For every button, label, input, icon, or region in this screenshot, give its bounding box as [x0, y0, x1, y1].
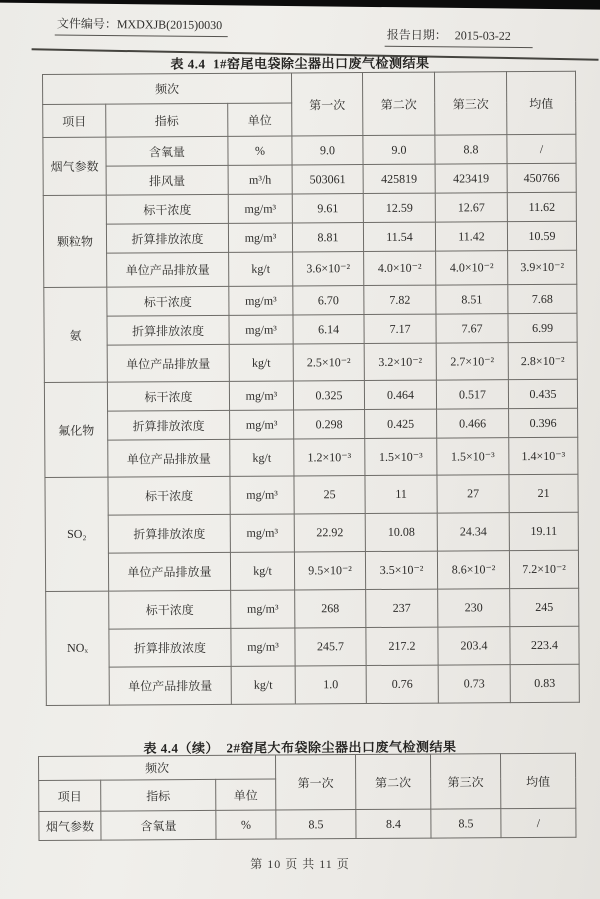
doc-number-field	[55, 15, 229, 38]
mean-cell: 7.68	[508, 284, 577, 313]
item-cell: 烟气参数	[43, 137, 106, 195]
value-cell: 11.42	[435, 222, 507, 251]
mean-cell: /	[501, 808, 576, 837]
report-date-label: 报告日期：	[386, 27, 447, 43]
value-cell: 12.67	[435, 193, 507, 222]
mean-cell: 450766	[507, 163, 576, 192]
mean-cell: 10.59	[507, 221, 576, 250]
table-row	[44, 342, 577, 382]
value-cell: 9.5×10⁻²	[294, 552, 365, 590]
mean-cell: 11.62	[507, 192, 576, 221]
table-row	[44, 313, 577, 345]
value-cell: 2.5×10⁻²	[293, 344, 364, 381]
unit-cell: kg/t	[231, 666, 295, 704]
value-cell: 2.7×10⁻²	[436, 343, 508, 380]
value-cell: 4.0×10⁻²	[436, 251, 508, 285]
indicator-cell: 单位产品排放量	[107, 344, 229, 382]
unit-cell: mg/m³	[228, 223, 292, 252]
table-row	[45, 550, 578, 591]
value-cell: 425819	[363, 164, 435, 193]
value-cell: 9.0	[292, 136, 363, 165]
item-cell: 烟气参数	[39, 811, 101, 840]
table-row	[43, 134, 576, 166]
unit-cell: kg/t	[230, 552, 294, 590]
unit-cell: kg/t	[230, 439, 294, 476]
value-cell: 503061	[292, 165, 363, 194]
table-row	[44, 284, 577, 316]
value-cell: 24.34	[437, 513, 509, 551]
indicator-cell: 折算排放浓度	[108, 514, 230, 553]
results-table-2	[38, 753, 577, 841]
unit-cell: mg/m³	[229, 286, 293, 315]
value-cell: 8.6×10⁻²	[437, 551, 509, 589]
indicator-cell: 标干浓度	[107, 381, 229, 411]
indicator-cell: 单位产品排放量	[108, 439, 230, 477]
value-cell: 3.2×10⁻²	[364, 343, 436, 380]
table-row	[46, 588, 579, 629]
value-cell: 217.2	[366, 627, 438, 665]
table-row	[39, 808, 576, 840]
table-row	[43, 221, 576, 253]
value-cell: 268	[295, 590, 366, 628]
header-first: 第一次	[291, 73, 362, 136]
unit-cell: mg/m³	[229, 381, 293, 410]
value-cell: 12.59	[363, 193, 435, 222]
value-cell: 8.81	[292, 223, 363, 252]
indicator-cell: 标干浓度	[107, 286, 229, 316]
indicator-cell: 排风量	[106, 165, 228, 195]
unit-cell: kg/t	[229, 252, 293, 286]
value-cell: 4.0×10⁻²	[364, 251, 436, 285]
value-cell: 1.5×10⁻³	[365, 438, 437, 475]
item-cell: 氟化物	[44, 382, 108, 477]
table-row	[45, 408, 578, 440]
value-cell: 230	[438, 589, 510, 627]
value-cell: 8.4	[356, 809, 431, 838]
header-second: 第二次	[362, 72, 434, 135]
header-indicator: 指标	[101, 779, 216, 811]
mean-cell: 223.4	[510, 626, 579, 664]
value-cell: 0.466	[437, 409, 509, 438]
indicator-cell: 折算排放浓度	[109, 628, 231, 667]
table-row	[43, 71, 576, 104]
report-date-field	[385, 26, 533, 48]
unit-cell: mg/m³	[231, 590, 295, 628]
value-cell: 245.7	[295, 628, 366, 666]
header-unit: 单位	[216, 779, 276, 810]
table-row	[44, 250, 577, 287]
value-cell: 7.82	[364, 285, 436, 314]
unit-cell: kg/t	[229, 344, 293, 381]
value-cell: 25	[294, 476, 365, 514]
table-row	[45, 437, 578, 477]
table-row	[45, 474, 578, 515]
indicator-cell: 单位产品排放量	[107, 252, 229, 287]
item-cell: 颗粒物	[43, 195, 107, 287]
mean-cell: 0.396	[509, 408, 578, 437]
indicator-cell: 单位产品排放量	[109, 666, 231, 705]
indicator-cell: 折算排放浓度	[106, 223, 228, 253]
mean-cell: 2.8×10⁻²	[508, 342, 577, 379]
mean-cell: 1.4×10⁻³	[509, 437, 578, 474]
item-cell: NOₓ	[46, 591, 110, 705]
indicator-cell: 标干浓度	[109, 590, 231, 629]
value-cell: 0.425	[365, 409, 437, 438]
mean-cell: /	[507, 134, 576, 163]
report-date-value: 2015-03-22	[454, 28, 511, 43]
indicator-cell: 标干浓度	[106, 194, 228, 224]
results-table-1	[42, 71, 580, 706]
doc-number-label: 文件编号：	[56, 16, 117, 32]
table-row	[43, 163, 576, 195]
unit-cell: mg/m³	[230, 410, 294, 439]
value-cell: 0.76	[366, 665, 438, 703]
item-cell: 氨	[44, 287, 108, 382]
value-cell: 27	[437, 475, 509, 513]
header-mean: 均值	[500, 753, 575, 808]
value-cell: 8.5	[431, 809, 501, 838]
value-cell: 0.298	[294, 410, 365, 439]
mean-cell: 6.99	[508, 313, 577, 342]
unit-cell: mg/m³	[231, 628, 295, 666]
mean-cell: 19.11	[509, 512, 578, 550]
mean-cell: 0.435	[508, 379, 577, 408]
mean-cell: 7.2×10⁻²	[509, 550, 578, 588]
value-cell: 0.464	[364, 380, 436, 409]
indicator-cell: 折算排放浓度	[108, 410, 230, 440]
indicator-cell: 含氧量	[101, 810, 216, 840]
unit-cell: mg/m³	[229, 315, 293, 344]
value-cell: 8.8	[435, 135, 507, 164]
value-cell: 3.6×10⁻²	[293, 252, 364, 286]
header-second: 第二次	[355, 754, 430, 809]
header-frequency: 频次	[43, 73, 292, 105]
mean-cell: 0.83	[510, 664, 579, 702]
header-mean: 均值	[506, 71, 575, 134]
value-cell: 3.5×10⁻²	[365, 551, 437, 589]
page-footer: 第 10 页 共 11 页	[250, 857, 350, 871]
table-row	[46, 664, 579, 705]
indicator-cell: 标干浓度	[108, 476, 230, 515]
value-cell: 11	[365, 475, 437, 513]
header-third: 第三次	[434, 72, 506, 135]
table1-title: 表 4.4 1#窑尾电袋除尘器出口废气检测结果	[170, 55, 430, 72]
unit-cell: %	[216, 810, 276, 839]
mean-cell: 245	[510, 588, 579, 626]
table-row	[39, 753, 576, 780]
table2-title: 表 4.4（续） 2#窑尾大布袋除尘器出口废气检测结果	[143, 739, 457, 756]
value-cell: 0.325	[293, 381, 364, 410]
header-item: 项目	[39, 780, 101, 811]
header-frequency: 频次	[39, 755, 276, 780]
value-cell: 1.2×10⁻³	[294, 439, 365, 476]
document-header	[0, 8, 600, 56]
table-row	[44, 379, 577, 411]
table-row	[46, 626, 579, 667]
indicator-cell: 含氧量	[106, 136, 228, 166]
unit-cell: mg/m³	[230, 476, 294, 514]
value-cell: 10.08	[365, 513, 437, 551]
value-cell: 9.0	[363, 135, 435, 164]
doc-number-value: MXDXJB(2015)0030	[116, 17, 223, 33]
header-indicator: 指标	[106, 103, 228, 137]
value-cell: 1.5×10⁻³	[437, 438, 509, 475]
unit-cell: mg/m³	[228, 194, 292, 223]
header-item: 项目	[43, 104, 106, 137]
mean-cell: 3.9×10⁻²	[508, 250, 577, 284]
unit-cell: mg/m³	[230, 514, 294, 552]
value-cell: 0.73	[438, 665, 510, 703]
value-cell: 7.17	[364, 314, 436, 343]
header-first: 第一次	[275, 755, 355, 810]
mean-cell: 21	[509, 474, 578, 512]
table-row	[43, 192, 576, 224]
indicator-cell: 单位产品排放量	[108, 552, 230, 591]
item-cell: SO₂	[45, 477, 109, 591]
table-row	[45, 512, 578, 553]
value-cell: 7.67	[436, 314, 508, 343]
value-cell: 11.54	[363, 222, 435, 251]
value-cell: 423419	[435, 164, 507, 193]
unit-cell: %	[228, 136, 292, 165]
value-cell: 0.517	[436, 380, 508, 409]
header-unit: 单位	[228, 103, 292, 136]
value-cell: 1.0	[295, 666, 366, 704]
value-cell: 6.70	[293, 286, 364, 315]
value-cell: 9.61	[292, 194, 363, 223]
unit-cell: m³/h	[228, 165, 292, 194]
value-cell: 8.5	[276, 810, 356, 839]
indicator-cell: 折算排放浓度	[107, 315, 229, 345]
header-third: 第三次	[430, 754, 500, 809]
value-cell: 203.4	[438, 627, 510, 665]
value-cell: 237	[366, 589, 438, 627]
value-cell: 8.51	[436, 285, 508, 314]
value-cell: 22.92	[294, 514, 365, 552]
value-cell: 6.14	[293, 315, 364, 344]
